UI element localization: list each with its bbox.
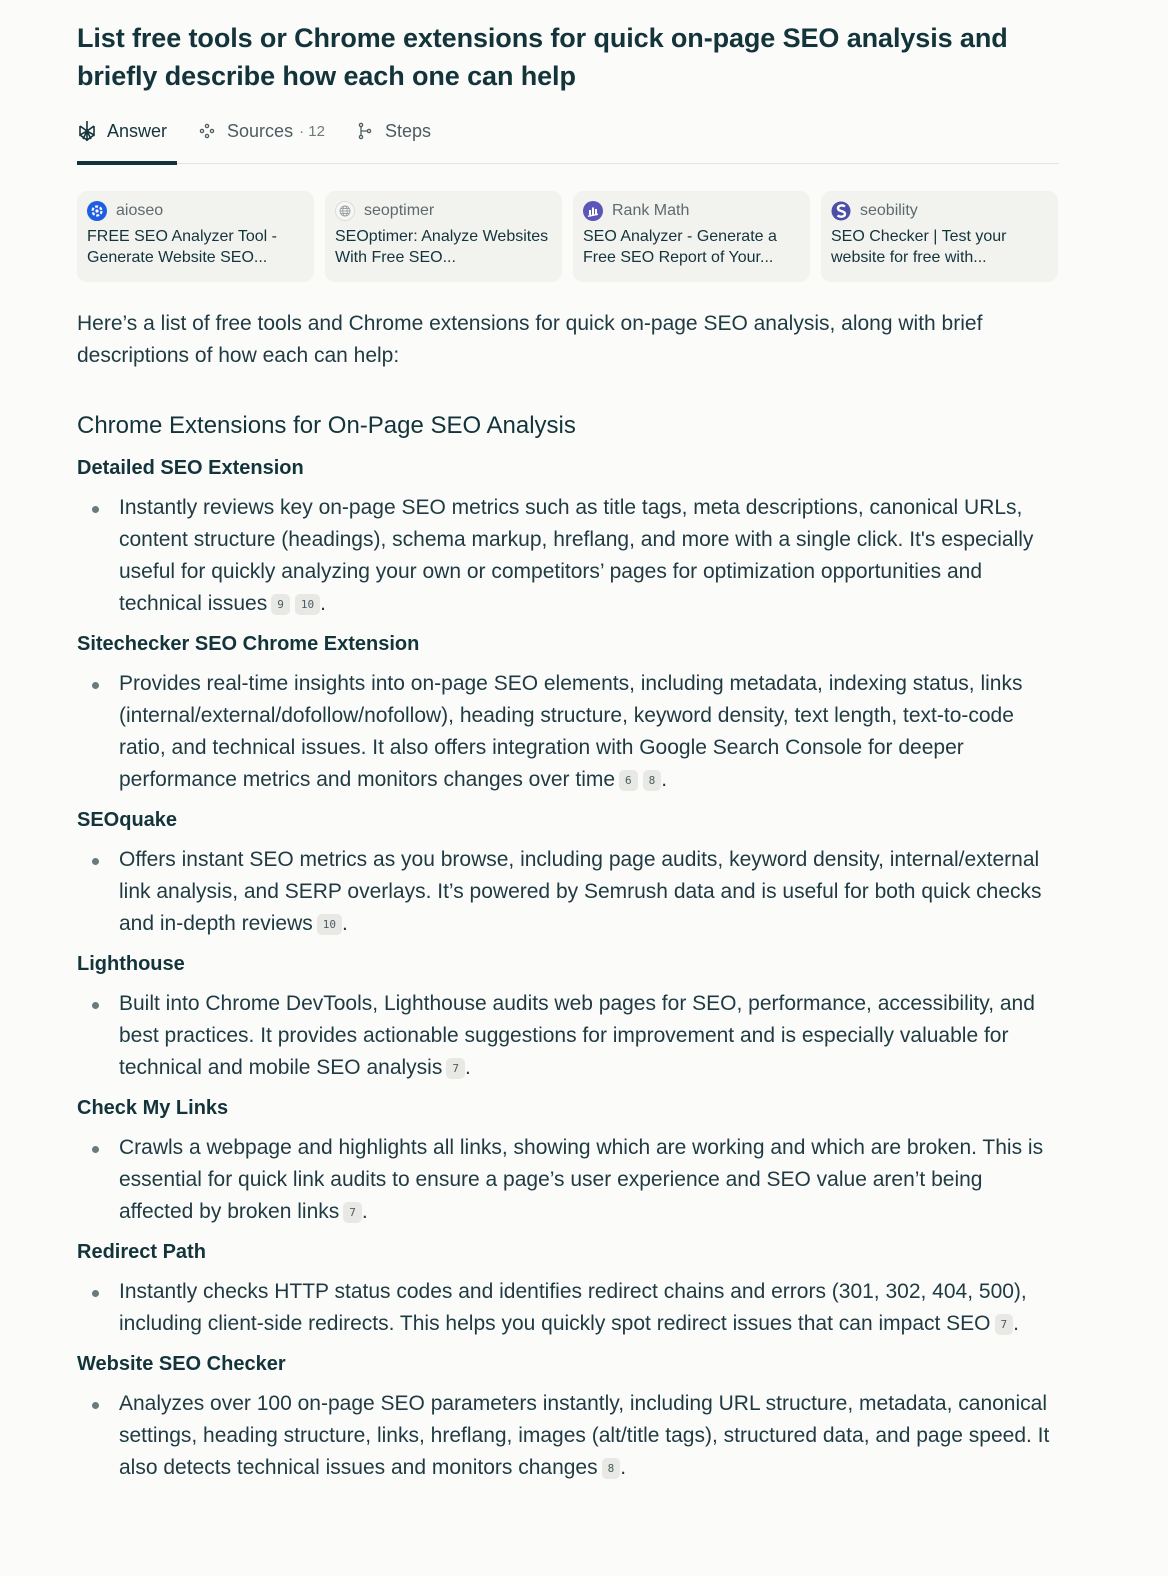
seobility-favicon-icon <box>831 201 851 221</box>
citation-badge[interactable]: 7 <box>343 1202 362 1223</box>
answer-icon <box>77 121 97 141</box>
citation-badge[interactable]: 9 <box>271 594 290 615</box>
answer-page <box>77 0 1059 1484</box>
source-site: seobility <box>860 202 918 219</box>
active-tab-indicator <box>77 161 177 165</box>
tool-description-text: Built into Chrome DevTools, Lighthouse audits web pages for SEO, performance, accessibility, and best practices. It provides actionable suggestions for improvement and is especially valuable for technical and mobile SEO analysis <box>119 992 1035 1079</box>
citation-badge[interactable]: 10 <box>295 594 320 615</box>
tab-sources-label: Sources <box>227 120 294 141</box>
aioseo-favicon-icon <box>87 201 107 221</box>
tool-bullets <box>77 1276 1059 1340</box>
tool-description: Instantly reviews key on-page SEO metrics such as title tags, meta descriptions, canonical URLs, content structure (headings), schema markup, hreflang, and more with a single click. It's especially useful for quickly analyzing your own or competitors’ pages for optimization opportunities and technical issues 9 10 . <box>77 492 1059 620</box>
tab-steps-label: Steps <box>384 120 431 141</box>
source-card-aioseo[interactable] <box>77 191 314 282</box>
tool-heading: Lighthouse <box>77 953 185 975</box>
tool-bullets <box>77 668 1059 796</box>
source-title: SEOptimer: Analyze Websites With Free SEO... <box>335 228 549 266</box>
citation-badge[interactable]: 10 <box>317 914 342 935</box>
source-site: seoptimer <box>364 202 435 219</box>
tool-description: Analyzes over 100 on-page SEO parameters instantly, including URL structure, metadata, canonical settings, heading structure, links, hreflang, images (alt/title tags), structured data, and page speed. It also detects technical issues and monitors changes 8 . <box>77 1388 1059 1484</box>
tool-heading: Check My Links <box>77 1097 229 1119</box>
tool-heading: Detailed SEO Extension <box>77 457 304 479</box>
source-title: FREE SEO Analyzer Tool - Generate Website SEO... <box>87 228 277 266</box>
tool-bullets <box>77 1132 1059 1228</box>
tool-bullets <box>77 1388 1059 1484</box>
citation-badge[interactable]: 7 <box>446 1058 465 1079</box>
source-site: Rank Math <box>612 202 690 219</box>
tool-description: Provides real-time insights into on-page SEO elements, including metadata, indexing status, links (internal/external/dofollow/nofollow), heading structure, keyword density, text length, text-to-code ratio, and technical issues. It also offers integration with Google Search Console for deeper performance metrics and monitors changes over time 6 8 . <box>77 668 1059 796</box>
sources-count: · 12 <box>299 122 325 140</box>
tab-bar <box>77 117 1059 164</box>
tool-description: Instantly checks HTTP status codes and identifies redirect chains and errors (301, 302, 404, 500), including client-side redirects. This helps you quickly spot redirect issues that can impact SEO 7 . <box>77 1276 1059 1340</box>
tool-description-text: Instantly reviews key on-page SEO metrics such as title tags, meta descriptions, canonical URLs, content structure (headings), schema markup, hreflang, and more with a single click. It's especially useful for quickly analyzing your own or competitors’ pages for optimization opportunities and technical issues <box>119 496 1034 615</box>
section-heading: Chrome Extensions for On-Page SEO Analysis <box>77 412 576 439</box>
source-cards <box>77 191 1059 282</box>
tool-description-text: Offers instant SEO metrics as you browse, including page audits, keyword density, internal/external link analysis, and SERP overlays. It’s powered by Semrush data and is useful for both quick checks and in-depth reviews <box>119 848 1042 935</box>
source-card-seobility[interactable] <box>821 191 1058 282</box>
source-site: aioseo <box>116 202 164 219</box>
tab-answer[interactable] <box>77 117 167 145</box>
source-title: SEO Analyzer - Generate a Free SEO Report of Your... <box>583 228 777 266</box>
tool-bullets <box>77 492 1059 620</box>
tool-heading: Website SEO Checker <box>77 1353 286 1375</box>
rankmath-favicon-icon <box>583 201 603 221</box>
sources-icon <box>197 121 217 141</box>
tool-heading: SEOquake <box>77 809 178 831</box>
tool-bullets <box>77 844 1059 940</box>
citation-badge[interactable]: 7 <box>995 1314 1014 1335</box>
intro-paragraph: Here’s a list of free tools and Chrome extensions for quick on-page SEO analysis, along with brief descriptions of how each can help: <box>77 312 983 367</box>
globe-icon <box>335 201 355 221</box>
tab-steps[interactable] <box>355 117 431 145</box>
citation-badge[interactable]: 6 <box>619 770 638 791</box>
tool-bullets <box>77 988 1059 1084</box>
steps-icon <box>355 121 375 141</box>
source-card-seoptimer[interactable] <box>325 191 562 282</box>
tab-answer-label: Answer <box>107 120 168 141</box>
tool-heading: Sitechecker SEO Chrome Extension <box>77 633 420 655</box>
tool-description-text: Instantly checks HTTP status codes and identifies redirect chains and errors (301, 302, 404, 500), including client-side redirects. This helps you quickly spot redirect issues that can impact SEO <box>119 1280 1027 1335</box>
source-card-rankmath[interactable] <box>573 191 810 282</box>
tool-description-text: Analyzes over 100 on-page SEO parameters instantly, including URL structure, metadata, canonical settings, heading structure, links, hreflang, images (alt/title tags), structured data, and page speed. It also detects technical issues and monitors changes <box>119 1392 1050 1479</box>
tool-description: Offers instant SEO metrics as you browse, including page audits, keyword density, internal/external link analysis, and SERP overlays. It’s powered by Semrush data and is useful for both quick checks and in-depth reviews 10 . <box>77 844 1059 940</box>
source-title: SEO Checker | Test your website for free with... <box>831 228 1007 266</box>
tab-sources[interactable] <box>197 117 325 145</box>
tool-description-text: Crawls a webpage and highlights all links, showing which are working and which are broken. This is essential for quick link audits to ensure a page’s user experience and SEO value aren’t being affected by broken links <box>119 1136 1044 1223</box>
tool-description: Crawls a webpage and highlights all links, showing which are working and which are broken. This is essential for quick link audits to ensure a page’s user experience and SEO value aren’t being affected by broken links 7 . <box>77 1132 1059 1228</box>
citation-badge[interactable]: 8 <box>643 770 662 791</box>
tool-description: Built into Chrome DevTools, Lighthouse audits web pages for SEO, performance, accessibility, and best practices. It provides actionable suggestions for improvement and is especially valuable for technical and mobile SEO analysis 7 . <box>77 988 1059 1084</box>
tool-list <box>77 454 1059 1484</box>
tool-heading: Redirect Path <box>77 1241 206 1263</box>
question-title: List free tools or Chrome extensions for quick on-page SEO analysis and briefly describe how each one can help <box>77 23 1008 91</box>
tool-description-text: Provides real-time insights into on-page SEO elements, including metadata, indexing status, links (internal/external/dofollow/nofollow), heading structure, keyword density, text length, text-to-code ratio, and technical issues. It also offers integration with Google Search Console for deeper performance metrics and monitors changes over time <box>119 672 1023 791</box>
citation-badge[interactable]: 8 <box>602 1458 621 1479</box>
